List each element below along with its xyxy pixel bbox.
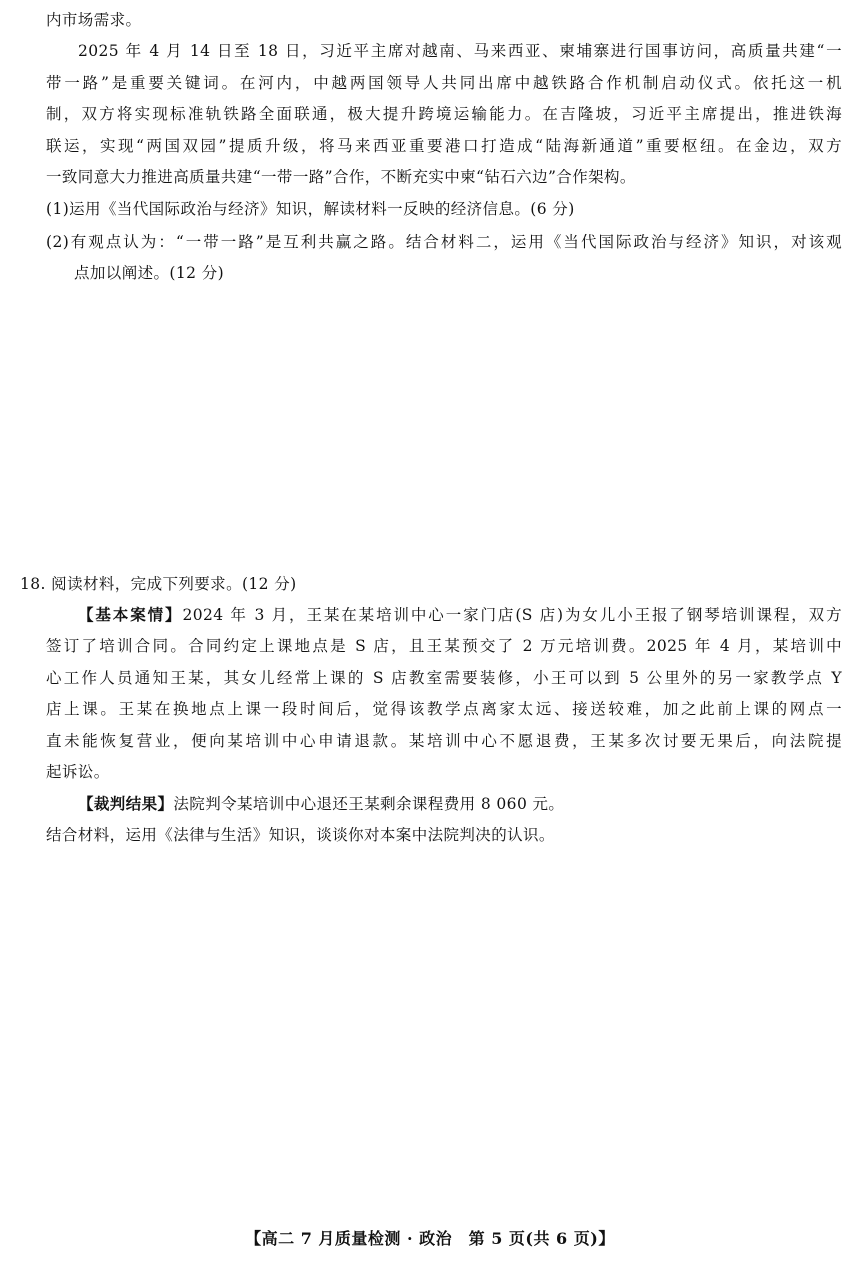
verdict-line bbox=[78, 794, 564, 814]
case-line bbox=[78, 605, 842, 625]
question-18-task: 结合材料，运用《法律与生活》知识，谈谈你对本案中法院判决的认识。 bbox=[46, 826, 555, 844]
question-17-part-2: (2)有观点认为：“一带一路”是互利共赢之路。结合材料二，运用《当代国际政治与经济》知识，对该观 bbox=[46, 233, 842, 251]
verdict-label: 【裁判结果】 bbox=[78, 794, 174, 813]
material-line: 联运，实现“两国双园”提质升级，将马来西亚重要港口打造成“陆海新通道”重要枢纽。在金边，双方 bbox=[46, 137, 842, 155]
material-line: 2025 年 4 月 14 日至 18 日，习近平主席对越南、马来西亚、柬埔寨进行国事访问，高质量共建“一 bbox=[78, 42, 842, 60]
case-line: 签订了培训合同。合同约定上课地点是 S 店，且王某预交了 2 万元培训费。2025 年 4 月，某培训中 bbox=[46, 637, 842, 655]
verdict-text: 法院判令某培训中心退还王某剩余课程费用 8 060 元。 bbox=[173, 795, 565, 813]
material-line: 带一路”是重要关键词。在河内，中越两国领导人共同出席中越铁路合作机制启动仪式。依托这一机 bbox=[46, 74, 842, 92]
case-line: 起诉讼。 bbox=[46, 763, 110, 781]
question-17-part-2-cont: 点加以阐述。(12 分) bbox=[74, 264, 225, 282]
case-text: 2024 年 3 月，王某在某培训中心一家门店(S 店)为女儿小王报了钢琴培训课程，双方 bbox=[182, 606, 842, 624]
page-footer: 【高二 7 月质量检测 · 政治 第 5 页(共 6 页)】 bbox=[245, 1229, 615, 1248]
question-17-part-1: (1)运用《当代国际政治与经济》知识，解读材料一反映的经济信息。(6 分) bbox=[46, 200, 575, 218]
case-label: 【基本案情】 bbox=[78, 605, 183, 624]
material-line: 一致同意大力推进高质量共建“一带一路”合作，不断充实中柬“钻石六边”合作架构。 bbox=[46, 168, 636, 186]
case-line: 店上课。王某在换地点上课一段时间后，觉得该教学点离家太远、接送较难，加之此前上课的网点一 bbox=[46, 700, 842, 718]
material-line: 制，双方将实现标准轨铁路全面联通，极大提升跨境运输能力。在吉隆坡，习近平主席提出，推进铁海 bbox=[46, 105, 842, 123]
question-18-stem: 18. 阅读材料，完成下列要求。(12 分) bbox=[20, 575, 297, 593]
material-line: 内市场需求。 bbox=[46, 11, 142, 29]
case-line: 心工作人员通知王某，其女儿经常上课的 S 店教室需要装修，小王可以到 5 公里外的另一家教学点 Y bbox=[46, 669, 842, 687]
case-line: 直未能恢复营业，便向某培训中心申请退款。某培训中心不愿退费，王某多次讨要无果后，向法院提 bbox=[46, 732, 842, 750]
